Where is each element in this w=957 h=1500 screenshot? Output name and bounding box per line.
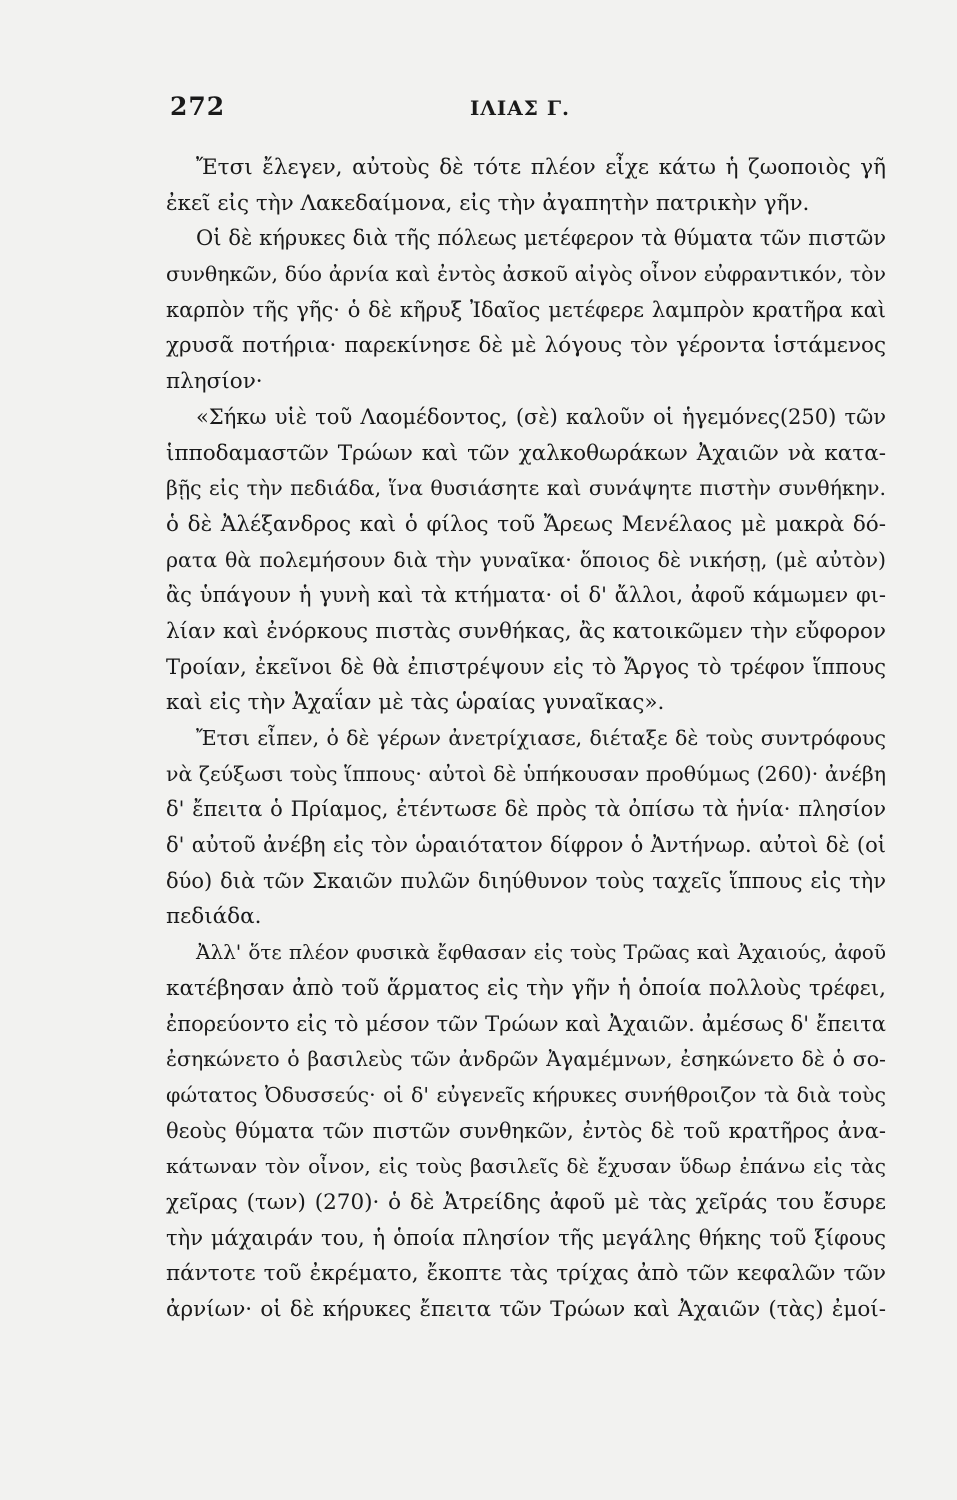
text-line: χρυσᾶ ποτήρια· παρεκίνησε δὲ μὲ λόγους τὸν γέροντα ἱστάμενος: [166, 333, 886, 359]
text-line: δ' αὐτοῦ ἀνέβη εἰς τὸν ὡραιότατον δίφρον ὁ Ἀντήνωρ. αὐτοὶ δὲ (οἱ: [166, 833, 886, 858]
text-line: ἀρνίων· οἱ δὲ κήρυκες ἔπειτα τῶν Τρώων καὶ Ἀχαιῶν (τὰς) ἐμοί-: [166, 1297, 886, 1322]
text-line: Ἔτσι εἶπεν, ὁ δὲ γέρων ἀνετρίχιασε, διέταξε δὲ τοὺς συντρόφους: [196, 726, 886, 750]
text-line: δ' ἔπειτα ὁ Πρίαμος, ἐτέντωσε δὲ πρὸς τὰ ὀπίσω τὰ ἡνία· πλησίον: [166, 797, 886, 822]
text-line: ἂς ὑπάγουν ἡ γυνὴ καὶ τὰ κτήματα· οἱ δ' ἄλλοι, ἀφοῦ κάμωμεν φι-: [166, 583, 886, 608]
text-line: ἐκεῖ εἰς τὴν Λακεδαίμονα, εἰς τὴν ἀγαπητὴν πατρικὴν γῆν.: [166, 190, 810, 216]
text-line: ἐπορεύοντο εἰς τὸ μέσον τῶν Τρώων καὶ Ἀχαιῶν. ἀμέσως δ' ἔπειτα: [166, 1011, 886, 1036]
text-line: ἐσηκώνετο ὁ βασιλεὺς τῶν ἀνδρῶν Ἀγαμέμνων, ἐσηκώνετο δὲ ὁ σο-: [166, 1047, 886, 1072]
text-line: βῇς εἰς τὴν πεδιάδα, ἵνα θυσιάσητε καὶ συνάψητε πιστὴν συνθήκην.: [166, 476, 886, 501]
text-line: πλησίον·: [166, 369, 263, 395]
text-line: ὁ δὲ Ἀλέξανδρος καὶ ὁ φίλος τοῦ Ἄρεως Μενέλαος μὲ μακρὰ δό-: [166, 511, 886, 537]
text-line: Τροίαν, ἐκεῖνοι δὲ θὰ ἐπιστρέψουν εἰς τὸ Ἄργος τὸ τρέφον ἵππους: [166, 654, 886, 679]
text-line: κατέβησαν ἀπὸ τοῦ ἅρματος εἰς τὴν γῆν ἡ ὁποία πολλοὺς τρέφει,: [166, 975, 886, 1001]
page-header: [170, 92, 890, 132]
text-line: ἱπποδαμαστῶν Τρώων καὶ τῶν χαλκοθωράκων Ἀχαιῶν νὰ κατα-: [166, 440, 886, 466]
body-text: [166, 150, 886, 1328]
text-line: νὰ ζεύξωσι τοὺς ἵππους· αὐτοὶ δὲ ὑπήκουσαν προθύμως (260)· ἀνέβη: [166, 761, 886, 786]
text-line: «Σήκω υἱὲ τοῦ Λαομέδοντος, (σὲ) καλοῦν οἱ ἡγεμόνες(250) τῶν: [196, 404, 886, 429]
text-line: χεῖρας (των) (270)· ὁ δὲ Ἀτρείδης ἀφοῦ μὲ τὰς χεῖράς του ἔσυρε: [166, 1189, 886, 1215]
page-number: 272: [170, 92, 226, 121]
text-line: Ἔτσι ἔλεγεν, αὐτοὺς δὲ τότε πλέον εἶχε κάτω ἡ ζωοποιὸς γῆ: [196, 155, 886, 180]
text-line: καὶ εἰς τὴν Ἀχαΐαν μὲ τὰς ὡραίας γυναῖκας».: [166, 690, 665, 716]
text-line: κάτωναν τὸν οἶνον, εἰς τοὺς βασιλεῖς δὲ ἔχυσαν ὕδωρ ἐπάνω εἰς τὰς: [166, 1154, 886, 1179]
text-line: πάντοτε τοῦ ἐκρέματο, ἔκοπτε τὰς τρίχας ἀπὸ τῶν κεφαλῶν τῶν: [166, 1261, 886, 1287]
text-line: ρατα θὰ πολεμήσουν διὰ τὴν γυναῖκα· ὅποιος δὲ νικήσῃ, (μὲ αὐτὸν): [166, 547, 886, 572]
text-line: λίαν καὶ ἐνόρκους πιστὰς συνθήκας, ἂς κατοικῶμεν τὴν εὔφορον: [166, 618, 886, 644]
text-line: συνθηκῶν, δύο ἀρνία καὶ ἐντὸς ἀσκοῦ αἰγὸς οἶνον εὐφραντικόν, τὸν: [166, 262, 886, 287]
text-line: πεδιάδα.: [166, 904, 262, 930]
text-line: Οἱ δὲ κήρυκες διὰ τῆς πόλεως μετέφερον τὰ θύματα τῶν πιστῶν: [196, 226, 886, 251]
text-line: καρπὸν τῆς γῆς· ὁ δὲ κῆρυξ Ἰδαῖος μετέφερε λαμπρὸν κρατῆρα καὶ: [166, 297, 886, 322]
text-line: δύο) διὰ τῶν Σκαιῶν πυλῶν διηύθυνον τοὺς ταχεῖς ἵππους εἰς τὴν: [166, 868, 886, 893]
text-line: φώτατος Ὀδυσσεύς· οἱ δ' εὐγενεῖς κήρυκες συνήθροιζον τὰ διὰ τοὺς: [166, 1082, 886, 1107]
text-line: θεοὺς θύματα τῶν πιστῶν συνθηκῶν, ἐντὸς δὲ τοῦ κρατῆρος ἀνα-: [166, 1118, 886, 1143]
text-line: τὴν μάχαιράν του, ἡ ὁποία πλησίον τῆς μεγάλης θήκης τοῦ ξίφους: [166, 1225, 886, 1250]
running-title: ΙΛΙΑΣ Γ.: [470, 96, 571, 120]
text-line: Ἀλλ' ὅτε πλέον φυσικὰ ἔφθασαν εἰς τοὺς Τρῶας καὶ Ἀχαιούς, ἀφοῦ: [196, 940, 886, 965]
